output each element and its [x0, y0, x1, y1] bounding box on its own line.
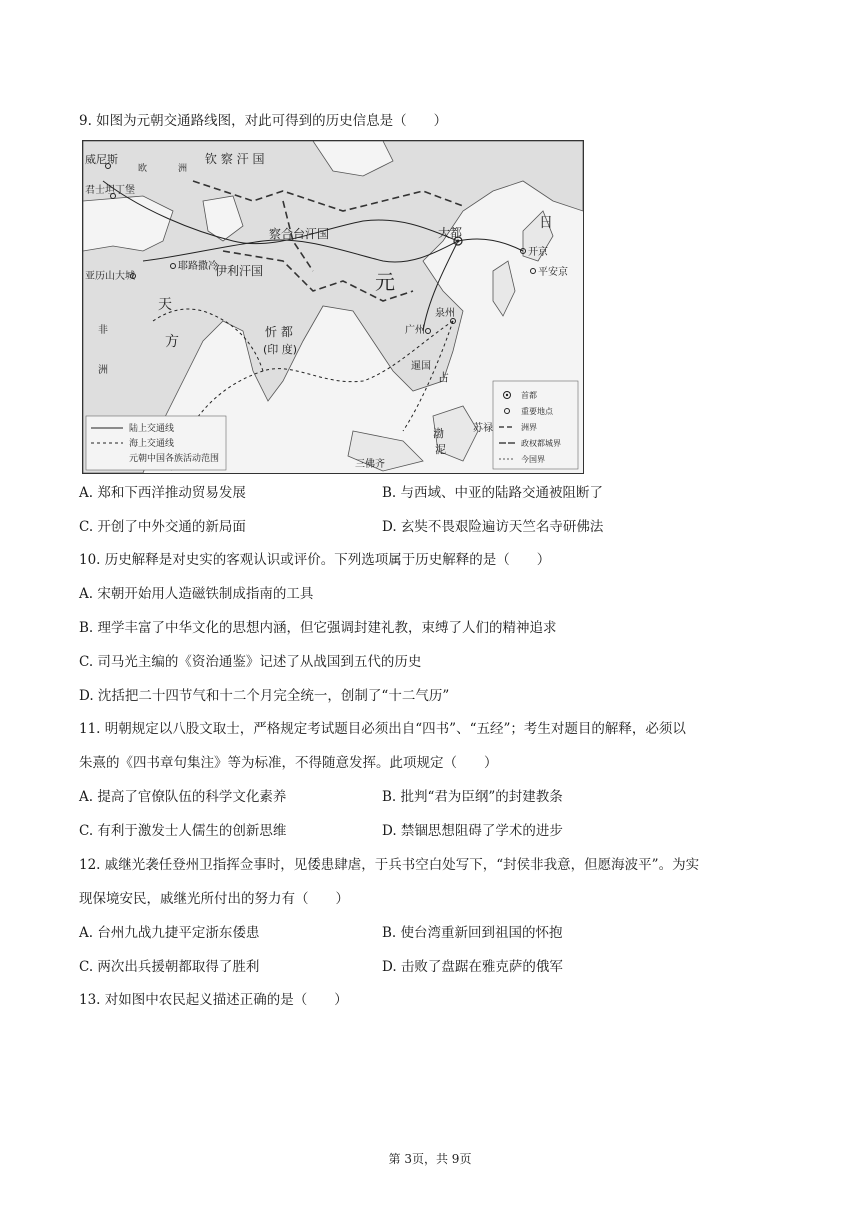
q9-option-a: A. 郑和下西洋推动贸易发展	[79, 485, 246, 501]
q11-option-c: C. 有利于激发士人儒生的创新思维	[79, 823, 287, 839]
map-label-japan: 日	[539, 215, 553, 231]
q11-option-d: D. 禁锢思想阻碍了学术的进步	[382, 823, 563, 839]
map-label-champa: 占	[438, 371, 449, 384]
map-label-kaijing: 开京	[528, 247, 548, 258]
map-label-constantinople: 君士坦丁堡	[85, 185, 135, 196]
svg-text:元朝中国各族活动范围: 元朝中国各族活动范围	[129, 454, 220, 464]
map-label-alexandria: 亚历山大城	[85, 271, 135, 282]
map-label-chagatai: 察合台汗国	[269, 227, 330, 241]
question-10-stem: 10. 历史解释是对史实的客观认识或评价。下列选项属于历史解释的是（ ）	[79, 552, 551, 568]
q9-option-d: D. 玄奘不畏艰险遍访天竺名寺研佛法	[382, 519, 604, 535]
map-label-india: 忻 都	[265, 325, 293, 339]
question-12-stem-line1: 12. 戚继光袭任登州卫指挥佥事时，见倭患肆虐，于兵书空白处写下，“封侯非我意，但愿海波平”。为实	[79, 857, 700, 873]
svg-text:洲界: 洲界	[521, 423, 537, 432]
q11-option-a: A. 提高了官僚队伍的科学文化素养	[79, 789, 287, 805]
map-label-ilkhanate: 伊利汗国	[215, 264, 264, 278]
q10-option-c: C. 司马光主编的《资治通鉴》记述了从战国到五代的历史	[79, 654, 422, 670]
svg-text:今国界: 今国界	[521, 455, 545, 464]
q9-option-b: B. 与西域、中亚的陆路交通被阻断了	[382, 485, 604, 501]
q10-option-a: A. 宋朝开始用人造磁铁制成指南的工具	[79, 586, 314, 602]
q11-option-b: B. 批判“君为臣纲”的封建教条	[382, 789, 563, 805]
q12-option-b: B. 使台湾重新回到祖国的怀抱	[382, 925, 563, 941]
map-label-venice: 威尼斯	[85, 153, 118, 166]
map-label-siam: 暹国	[411, 361, 431, 372]
svg-text:重要地点: 重要地点	[521, 407, 553, 416]
map-label-kipchak: 钦 察 汗 国	[205, 152, 265, 166]
question-11-stem-line2: 朱熹的《四书章句集注》等为标准，不得随意发挥。此项规定（ ）	[79, 755, 498, 771]
map-label-dadu: 大都	[438, 226, 463, 240]
map-label-malacca: 三佛齐	[355, 459, 385, 470]
map-label-africa-1: 非	[98, 325, 108, 336]
map-label-quanzhou: 泉州	[435, 308, 455, 319]
q10-option-b: B. 理学丰富了中华文化的思想内涵，但它强调封建礼教，束缚了人们的精神追求	[79, 620, 557, 636]
map-label-heiankyo: 平安京	[538, 267, 568, 278]
question-12-stem-line2: 现保境安民，戚继光所付出的努力有（ ）	[79, 891, 349, 907]
question-13-stem: 13. 对如图中农民起义描述正确的是（ ）	[79, 992, 348, 1008]
map-label-india-sub: (印 度)	[263, 343, 298, 356]
yuan-dynasty-transport-map	[82, 140, 584, 474]
map-label-sulu: 苏禄	[473, 423, 493, 434]
q9-option-c: C. 开创了中外交通的新局面	[79, 519, 246, 535]
q10-option-d: D. 沈括把二十四节气和十二个月完全统一，创制了“十二气历”	[79, 688, 450, 704]
svg-text:陆上交通线: 陆上交通线	[129, 424, 175, 434]
svg-text:首都: 首都	[521, 391, 537, 400]
map-label-guangzhou: 广州	[405, 325, 425, 336]
svg-text:海上交通线: 海上交通线	[129, 439, 175, 449]
map-label-arabia-1: 天	[158, 297, 172, 313]
question-9-stem: 9. 如图为元朝交通路线图，对此可得到的历史信息是（ ）	[79, 113, 448, 129]
q12-option-d: D. 击败了盘踞在雅克萨的俄军	[382, 959, 563, 975]
svg-text:政权都城界: 政权都城界	[521, 439, 561, 448]
q12-option-c: C. 两次出兵援朝都取得了胜利	[79, 959, 260, 975]
map-label-jerusalem: 耶路撒冷	[178, 261, 218, 272]
page-footer: 第 3页，共 9页	[388, 1152, 472, 1166]
map-label-europe-2: 洲	[178, 164, 188, 174]
map-label-europe-1: 欧	[138, 164, 148, 174]
map-legend-routes	[86, 416, 226, 470]
map-legend-symbols	[493, 381, 578, 469]
question-11-stem-line1: 11. 明朝规定以八股文取士，严格规定考试题目必须出自“四书”、“五经”；考生对题目的解释，必须以	[79, 721, 686, 737]
map-label-africa-2: 洲	[98, 365, 108, 376]
map-label-borneo-2: 泥	[435, 443, 446, 456]
map-label-borneo-1: 渤	[433, 427, 444, 440]
q12-option-a: A. 台州九战九捷平定浙东倭患	[79, 925, 260, 941]
map-label-arabia-2: 方	[165, 334, 179, 350]
map-label-yuan: 元	[375, 270, 395, 294]
